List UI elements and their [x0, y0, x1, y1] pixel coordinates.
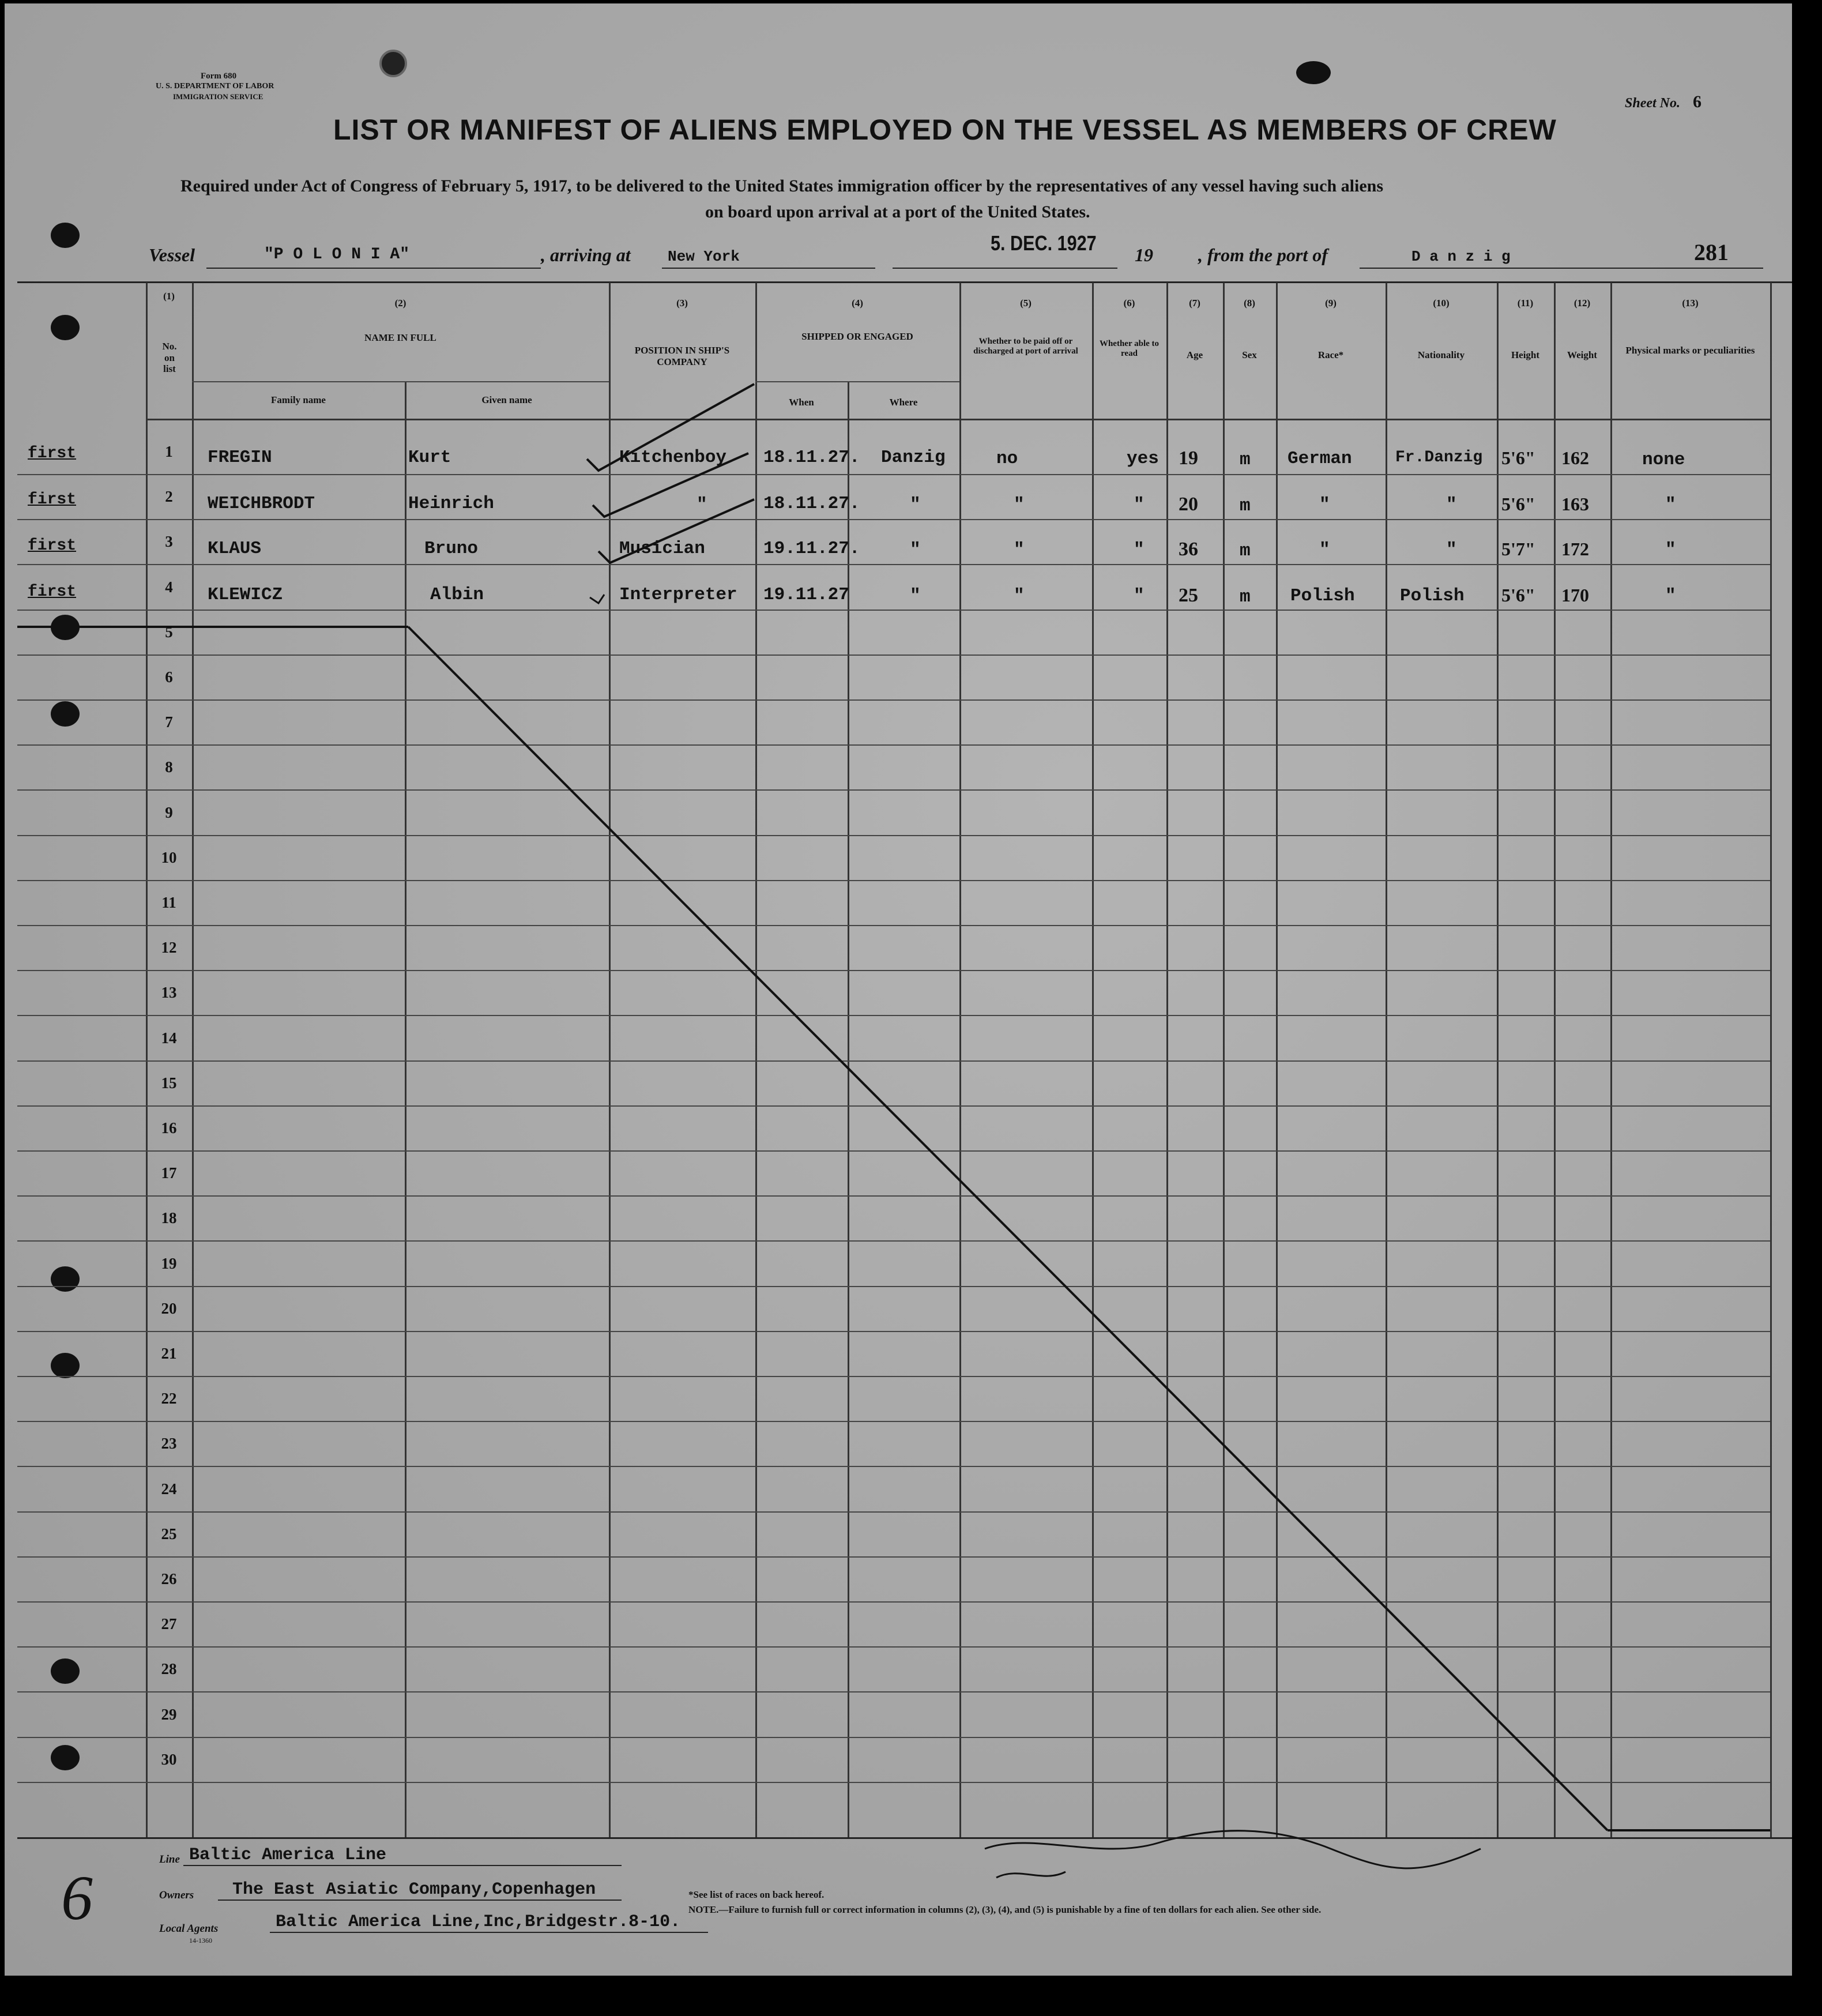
nationality: "	[1446, 495, 1457, 515]
age: 25	[1179, 585, 1198, 606]
row-number: 1	[165, 443, 173, 460]
family-name: KLEWICZ	[208, 585, 283, 605]
page-number: 281	[1694, 239, 1729, 265]
able-to-read: "	[1134, 540, 1145, 560]
nationality: "	[1446, 540, 1457, 560]
row-number: 26	[161, 1570, 177, 1588]
document-title: LIST OR MANIFEST OF ALIENS EMPLOYED ON THE VESSEL AS MEMBERS OF CREW	[333, 114, 1557, 146]
row-number: 25	[161, 1525, 177, 1543]
shipped-when: 19.11.27	[763, 585, 849, 605]
sex: m	[1240, 587, 1251, 607]
position: Musician	[619, 539, 705, 559]
row-number: 8	[165, 758, 173, 776]
line-value: Baltic America Line	[189, 1845, 387, 1865]
row-number: 30	[161, 1751, 177, 1768]
col8-header: Sex	[1242, 349, 1257, 360]
position: "	[697, 495, 707, 515]
col7-num: (7)	[1189, 298, 1200, 309]
departure-port: D a n z i g	[1411, 248, 1511, 265]
given-name: Heinrich	[408, 494, 494, 514]
inspector-signature	[996, 1872, 1066, 1878]
owners-value: The East Asiatic Company,Copenhagen	[232, 1880, 596, 1900]
family-name: FREGIN	[208, 447, 272, 468]
height: 5'6"	[1501, 494, 1535, 514]
row-number: 2	[165, 488, 173, 505]
row-number: 11	[161, 894, 176, 911]
col13-header: Physical marks or peculiarities	[1625, 345, 1755, 356]
row-number: 5	[165, 623, 173, 641]
cancellation-lines	[5, 3, 1792, 1976]
row-number: 28	[161, 1660, 177, 1678]
row-number: 17	[161, 1164, 177, 1182]
owners-underline	[218, 1900, 622, 1901]
row-number: 3	[165, 533, 173, 550]
agents-label: Local Agents	[159, 1923, 219, 1935]
subtitle-line1: Required under Act of Congress of February 5, 1917, to be delivered to the United States immigration officer by the representatives of any vessel having such aliens	[180, 176, 1383, 195]
cancellation-diagonal	[408, 627, 1608, 1830]
col4-header: SHIPPED OR ENGAGED	[801, 331, 913, 342]
col6-header: Whether able to read	[1099, 339, 1160, 359]
given-name: Kurt	[408, 447, 451, 468]
sex: m	[1240, 496, 1251, 516]
arriving-port: New York	[668, 248, 740, 265]
arriving-label: , arriving at	[541, 245, 631, 265]
row-number: 20	[161, 1300, 177, 1317]
row-number: 14	[161, 1029, 177, 1047]
given-name: Albin	[430, 585, 484, 605]
margin-note: first	[28, 491, 77, 509]
weight: 170	[1561, 585, 1589, 605]
nationality: Fr.Danzig	[1395, 449, 1483, 467]
from-port-label: , from the port of	[1198, 245, 1328, 265]
col7-header: Age	[1186, 349, 1203, 360]
col12-header: Weight	[1567, 349, 1597, 360]
col2-num: (2)	[394, 298, 406, 309]
weight: 172	[1561, 539, 1589, 559]
position: Interpreter	[619, 585, 737, 605]
row-number: 16	[161, 1119, 177, 1137]
paid-off: "	[1014, 495, 1025, 515]
line-label: Line	[159, 1853, 180, 1865]
race: German	[1288, 449, 1352, 469]
col12-num: (12)	[1573, 298, 1591, 309]
col1-num: (1)	[163, 291, 175, 302]
given-name: Bruno	[424, 539, 479, 559]
position: Kitchenboy	[619, 447, 727, 468]
owners-label: Owners	[159, 1889, 194, 1901]
inspector-signature	[985, 1831, 1481, 1868]
row-number: 10	[161, 849, 177, 866]
col5-num: (5)	[1020, 298, 1032, 309]
row-number: 23	[161, 1435, 177, 1452]
height: 5'7"	[1501, 539, 1535, 559]
shipped-where: "	[910, 495, 921, 515]
col9-num: (9)	[1325, 298, 1337, 309]
row-number: 27	[161, 1615, 177, 1633]
check-mark	[590, 595, 604, 603]
col4-num: (4)	[852, 298, 863, 309]
shipped-where: Danzig	[881, 447, 946, 468]
age: 36	[1179, 539, 1198, 560]
row-number: 13	[161, 984, 177, 1001]
row-number: 4	[165, 578, 173, 596]
margin-note: first	[28, 583, 77, 601]
vessel-label: Vessel	[149, 245, 195, 265]
agents-value: Baltic America Line,Inc,Bridgestr.8-10.	[276, 1912, 681, 1932]
col3-header: POSITION IN SHIP'S COMPANY	[634, 345, 730, 367]
family-name: WEICHBRODT	[208, 494, 315, 514]
shipped-when: 18.11.27.	[763, 494, 860, 514]
print-code: 14-1360	[189, 1936, 212, 1944]
col5-header: Whether to be paid off or discharged at port of arrival	[973, 337, 1078, 356]
row-number: 7	[165, 713, 173, 731]
physical-marks: none	[1642, 450, 1685, 470]
col2-header: NAME IN FULL	[364, 332, 436, 343]
row-number: 22	[161, 1390, 177, 1407]
corner-mark: 6	[61, 1863, 93, 1933]
col9-header: Race*	[1317, 349, 1344, 360]
row-number: 24	[161, 1480, 177, 1498]
col10-header: Nationality	[1417, 349, 1465, 360]
sheet-number: 6	[1693, 92, 1701, 111]
physical-marks: "	[1665, 586, 1676, 606]
shipped-where: "	[910, 586, 921, 606]
col4a-header: When	[789, 397, 814, 408]
form-service: IMMIGRATION SERVICE	[173, 92, 263, 101]
height: 5'6"	[1501, 447, 1535, 468]
col4b-header: Where	[889, 397, 918, 408]
family-name: KLAUS	[208, 539, 262, 559]
margin-note: first	[28, 445, 77, 462]
row-number: 6	[165, 668, 173, 686]
weight: 162	[1561, 447, 1589, 468]
penalty-note: NOTE.—Failure to furnish full or correct information in columns (2), (3), (4), and (5) is punishable by a fine of ten dollars for each alien. See other side.	[688, 1904, 1322, 1915]
row-number: 15	[161, 1074, 177, 1092]
agents-underline	[270, 1932, 708, 1933]
check-mark	[587, 384, 754, 471]
paid-off: no	[996, 449, 1018, 469]
col2b-header: Given name	[481, 394, 532, 405]
physical-marks: "	[1665, 495, 1676, 515]
col13-num: (13)	[1682, 298, 1699, 309]
col11-header: Height	[1511, 349, 1540, 360]
shipped-where: "	[910, 540, 921, 560]
race: Polish	[1290, 586, 1355, 606]
race: "	[1319, 540, 1330, 560]
year-label: 19	[1135, 245, 1153, 265]
sex: m	[1240, 541, 1251, 561]
sheet-label: Sheet No.	[1625, 96, 1680, 111]
able-to-read: yes	[1127, 449, 1159, 469]
col3-num: (3)	[676, 298, 688, 309]
sex: m	[1240, 450, 1251, 470]
col8-num: (8)	[1244, 298, 1255, 309]
race: "	[1319, 495, 1330, 515]
line-underline	[183, 1865, 622, 1866]
margin-note: first	[28, 537, 77, 555]
paid-off: "	[1014, 540, 1025, 560]
subtitle-line2: on board upon arrival at a port of the United States.	[705, 202, 1090, 221]
paid-off: "	[1014, 586, 1025, 606]
physical-marks: "	[1665, 540, 1676, 560]
col1-header: No. on list	[162, 341, 177, 375]
row-number: 29	[161, 1706, 177, 1723]
age: 20	[1179, 494, 1198, 515]
weight: 163	[1561, 494, 1589, 514]
col2a-header: Family name	[271, 394, 326, 405]
manifest-sheet	[5, 3, 1792, 1976]
form-number: Form 680	[201, 72, 237, 81]
shipped-when: 19.11.27.	[763, 539, 860, 559]
row-number: 12	[161, 939, 177, 956]
age: 19	[1179, 447, 1198, 469]
row-number: 9	[165, 804, 173, 821]
height: 5'6"	[1501, 585, 1535, 605]
races-note: *See list of races on back hereof.	[688, 1889, 825, 1900]
col6-num: (6)	[1123, 298, 1135, 309]
row-number: 21	[161, 1345, 177, 1362]
col10-num: (10)	[1433, 298, 1450, 309]
able-to-read: "	[1134, 586, 1145, 606]
row-number: 18	[161, 1209, 177, 1227]
date-stamp: 5. DEC. 1927	[991, 231, 1097, 255]
able-to-read: "	[1134, 495, 1145, 515]
col11-num: (11)	[1517, 298, 1534, 309]
form-department: U. S. DEPARTMENT OF LABOR	[156, 82, 274, 91]
row-number: 19	[161, 1255, 177, 1272]
vessel-name: "P O L O N I A"	[264, 246, 410, 264]
nationality: Polish	[1400, 586, 1465, 606]
shipped-when: 18.11.27.	[763, 447, 860, 468]
check-mark	[593, 453, 748, 517]
